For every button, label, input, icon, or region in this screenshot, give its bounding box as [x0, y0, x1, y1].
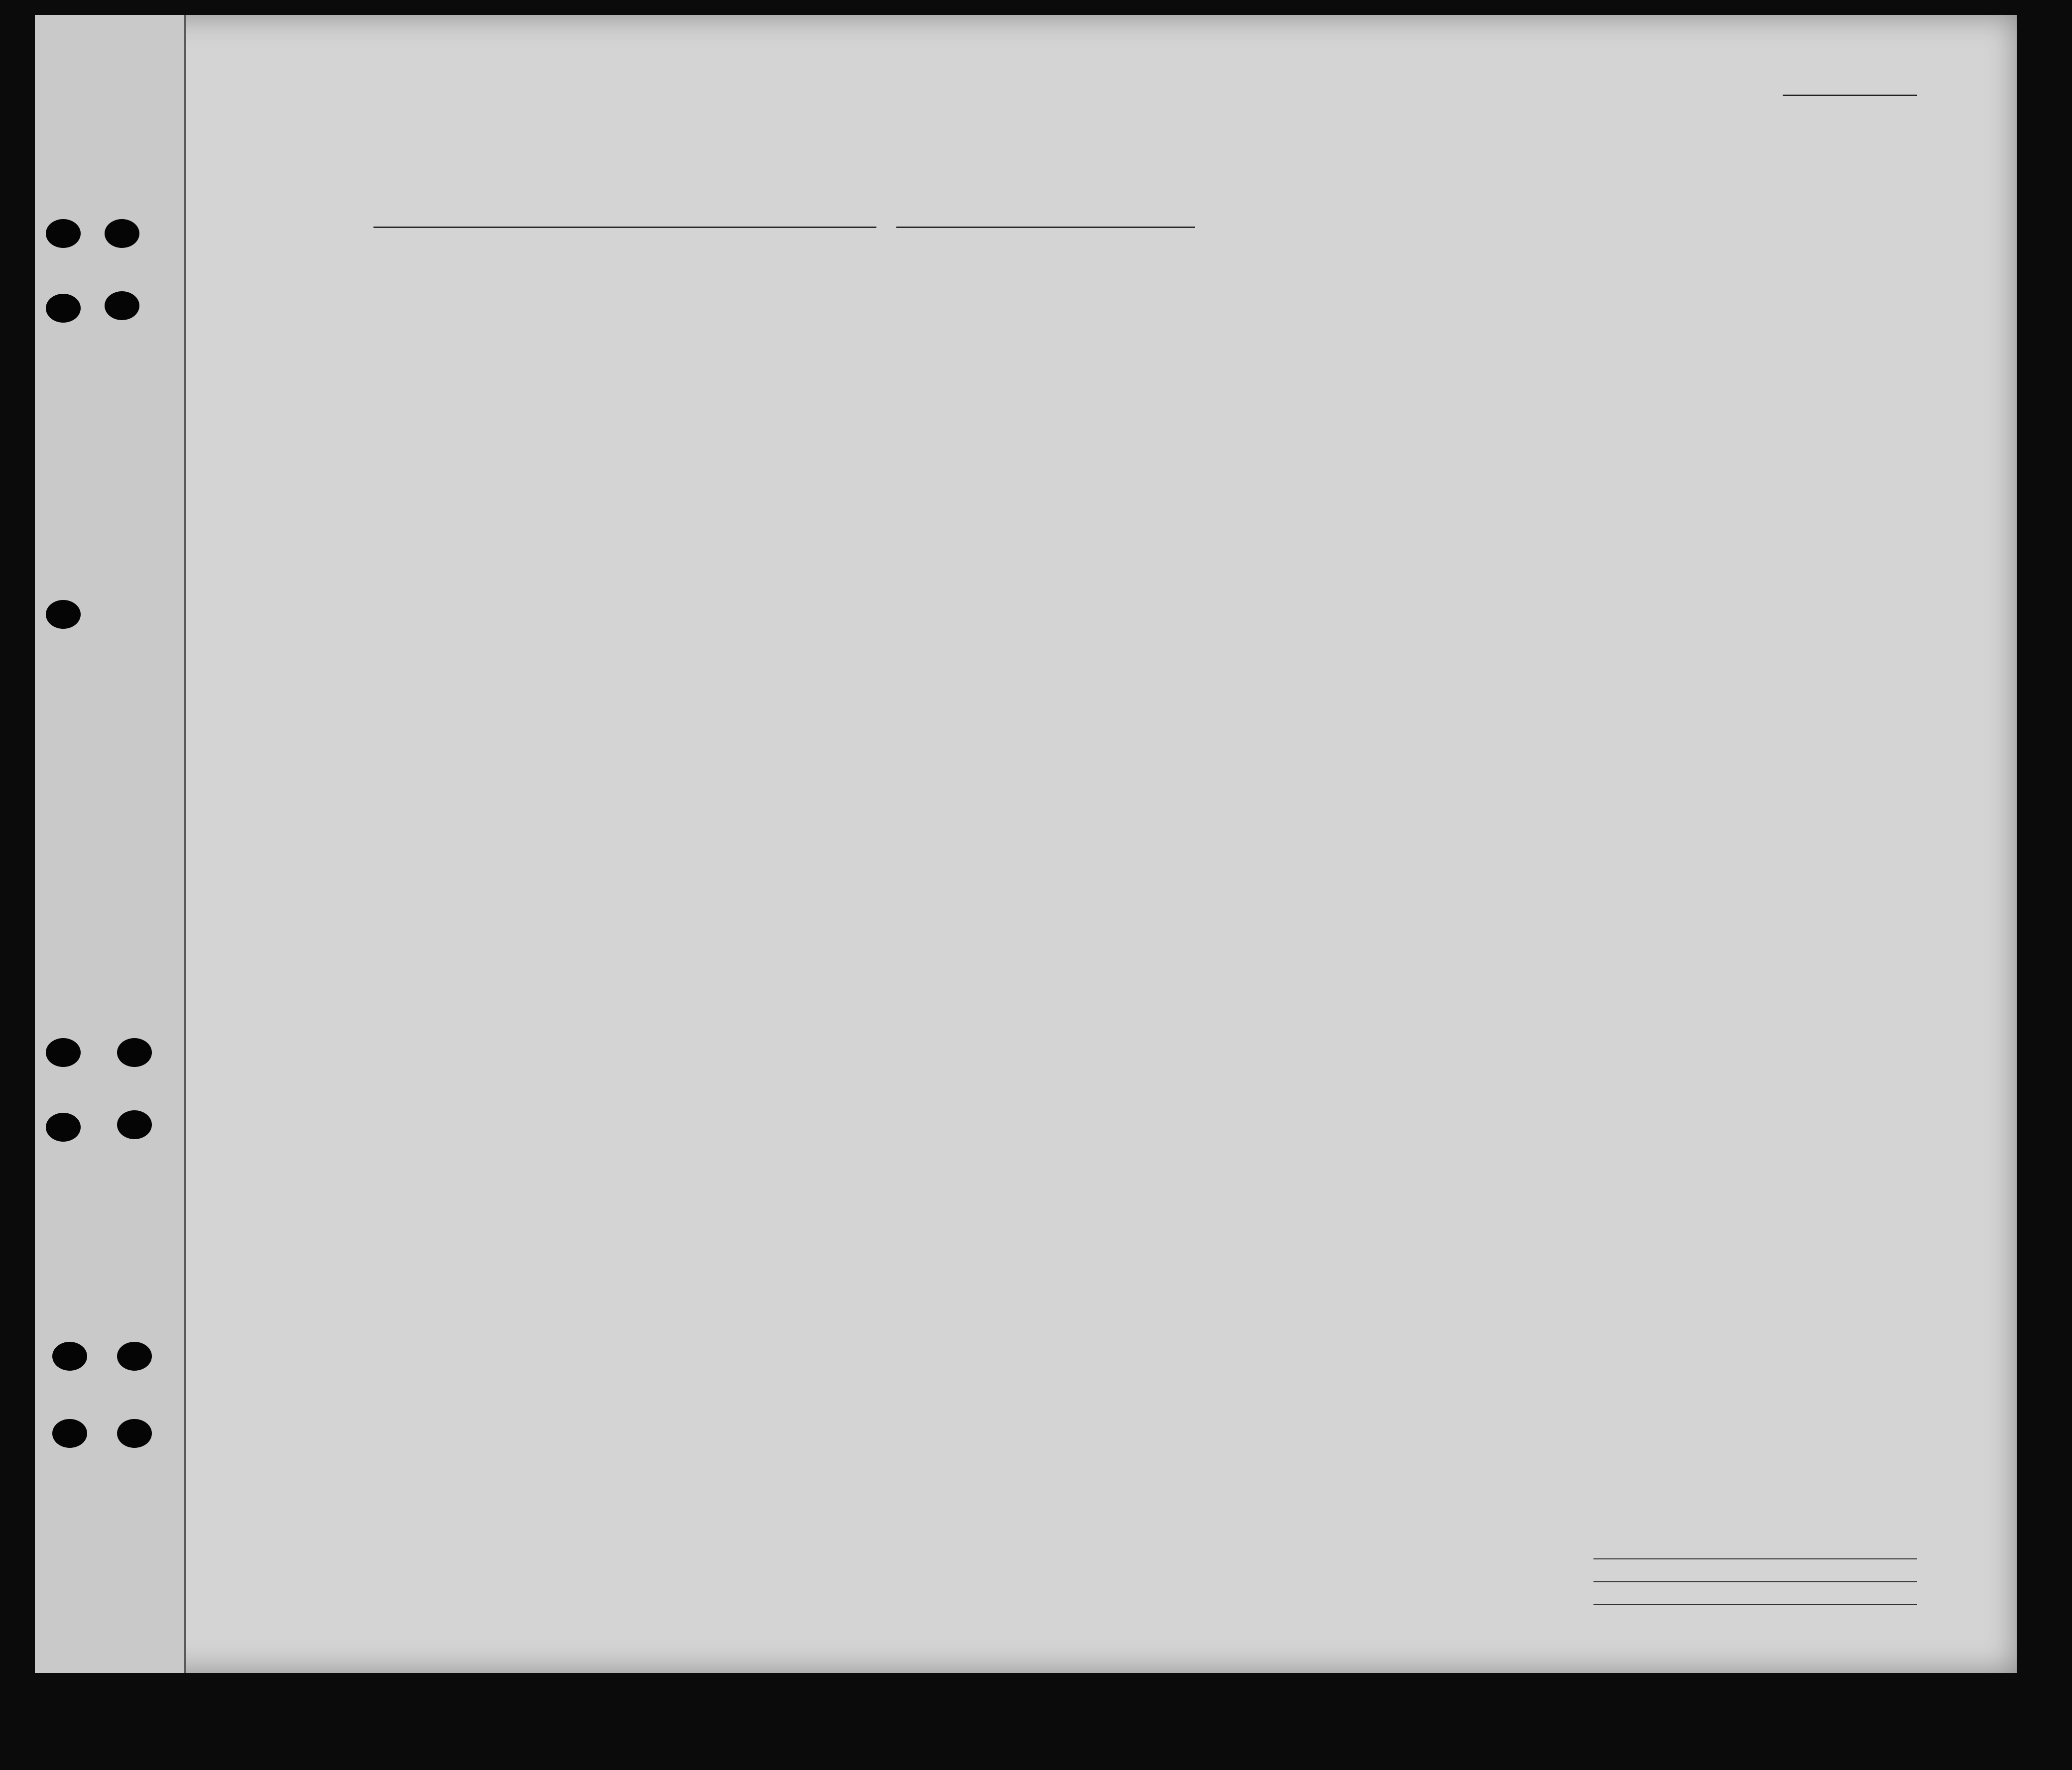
manifest-page — [35, 15, 2017, 1673]
punch-hole — [52, 1342, 87, 1371]
list-number — [1783, 60, 1917, 96]
line-field — [1593, 1558, 1917, 1559]
punch-hole — [117, 1342, 152, 1371]
owners-field — [1593, 1581, 1917, 1582]
punch-hole — [46, 219, 81, 248]
punch-hole — [105, 291, 139, 320]
punch-hole — [117, 1038, 152, 1067]
col-28-header — [1389, 279, 1424, 393]
punch-hole — [105, 219, 139, 248]
punch-hole — [117, 1419, 152, 1448]
punch-hole — [46, 294, 81, 323]
punch-hole — [46, 600, 81, 629]
agents-field — [1593, 1604, 1917, 1605]
punch-hole — [52, 1419, 87, 1448]
port-line — [373, 227, 876, 228]
punch-hole — [46, 1113, 81, 1142]
punch-hole — [46, 1038, 81, 1067]
day-line — [896, 227, 1195, 228]
punch-hole — [117, 1110, 152, 1139]
